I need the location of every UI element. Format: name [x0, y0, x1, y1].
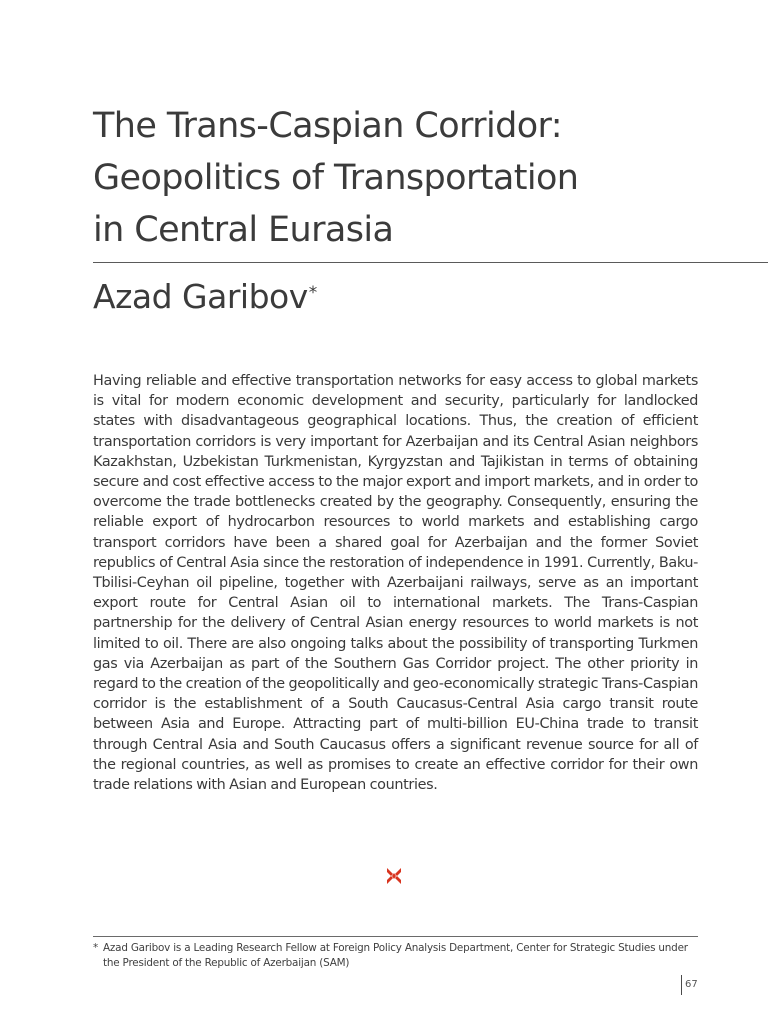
title-divider [93, 262, 768, 263]
author-name [93, 272, 317, 322]
footnote-divider [93, 936, 698, 937]
title-line: in Central Eurasia [93, 210, 394, 250]
title-line: The Trans-Caspian Corridor: [93, 106, 562, 146]
author-footnote-marker[interactable]: * [308, 283, 317, 303]
footnote-text: Azad Garibov is a Leading Research Fellow at Foreign Policy Analysis Department, Center for Strategic Studies under the President of the Republic of Azerbaijan (SAM) [103, 942, 688, 969]
footnote-marker: * [93, 942, 98, 954]
footnote [93, 941, 698, 971]
title-line: Geopolitics of Transportation [93, 158, 579, 198]
page-number: 67 [685, 979, 698, 990]
page-number-divider [681, 975, 682, 995]
author-name-text: Azad Garibov [93, 277, 308, 316]
abstract-paragraph: Having reliable and effective transportation networks for easy access to global markets is vital for modern economic development and security, particularly for landlocked states with disadvantageous geographical locations. Thus, the creation of efficient transportation corridors is very important for Azerbaijan and its Central Asian neighbors Kazakhstan, Uzbekistan Turkmenistan, Kyrgyzstan and Tajikistan in terms of obtaining secure and cost effective access to the major export and import markets, and in order to overcome the trade bottlenecks created by the geography. Consequently, ensuring the reliable export of hydrocarbon resources to world markets and establishing cargo transport corridors have been a shared goal for Azerbaijan and the former Soviet republics of Central Asia since the restoration of independence in 1991. Currently, Baku-Tbilisi-Ceyhan oil pipeline, together with Azerbaijani railways, serve as an important export route for Central Asian oil to international markets. The Trans-Caspian partnership for the delivery of Central Asian energy resources to world markets is not limited to oil. There are also ongoing talks about the possibility of transporting Turkmen gas via Azerbaijan as part of the Southern Gas Corridor project. The other priority in regard to the creation of the geopolitically and geo-economically strategic Trans-Caspian corridor is the establishment of a South Caucasus-Central Asia cargo transit route between Asia and Europe. Attracting part of multi-billion EU-China trade to transit through Central Asia and South Caucasus offers a significant revenue source for all of the regional countries, as well as promises to create an effective corridor for their own trade relations with Asian and European countries. [93, 373, 698, 794]
publisher-logo-icon [384, 866, 404, 886]
page-title [93, 100, 733, 256]
